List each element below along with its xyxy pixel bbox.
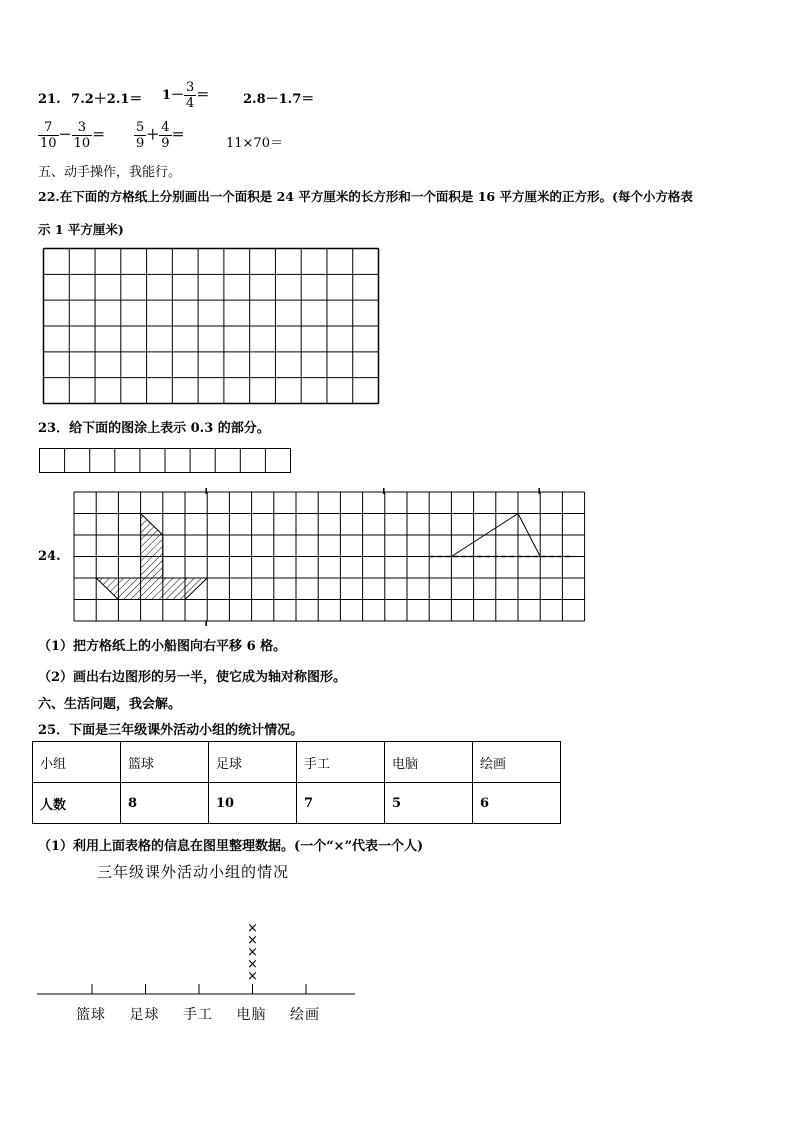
q21-expr-2-denominator: 4 <box>186 96 195 111</box>
q22-grid-paper[interactable] <box>43 248 379 404</box>
minus-sign: － <box>58 128 72 143</box>
denominator: 9 <box>136 136 145 151</box>
table-cell: 手工 <box>297 742 385 783</box>
plus-sign: ＋ <box>146 128 160 143</box>
q21-expr-1: 7.2＋2.1＝ <box>71 92 143 107</box>
q21-expr-2-numerator: 3 <box>186 80 195 95</box>
q24-grid-paper[interactable] <box>72 488 592 623</box>
q21-row1 <box>38 88 142 107</box>
chart-title: 三年级课外活动小组的情况 <box>97 863 290 881</box>
category-label: 手工 <box>183 1007 213 1023</box>
numerator: 5 <box>136 120 145 135</box>
q21-expr-5 <box>134 120 185 151</box>
tally-mark: × <box>247 933 258 948</box>
section-6-heading: 六、生活问题，我会解。 <box>38 697 182 712</box>
equals-sign: ＝ <box>92 128 106 143</box>
q21-expr-5-fraction-1 <box>134 120 146 151</box>
tally-mark: × <box>247 921 258 936</box>
q23-strip[interactable] <box>39 448 291 473</box>
q25-stat-table <box>32 741 561 824</box>
q25-text: 25．下面是三年级课外活动小组的统计情况。 <box>38 723 304 738</box>
table-cell: 7 <box>297 783 385 824</box>
table-cell: 电脑 <box>385 742 473 783</box>
category-label: 足球 <box>129 1007 160 1023</box>
q21-expr-2 <box>162 80 209 111</box>
denominator: 9 <box>161 136 170 151</box>
tally-mark: × <box>247 969 258 984</box>
q25-sub-1: （1）利用上面表格的信息在图里整理数据。(一个“×”代表一个人) <box>38 839 424 854</box>
table-cell: 篮球 <box>121 742 209 783</box>
q21-expr-3: 2.8－1.7＝ <box>243 92 315 107</box>
category-label: 篮球 <box>76 1007 106 1023</box>
section-5-heading: 五、动手操作，我能行。 <box>38 165 182 180</box>
table-cell: 足球 <box>209 742 297 783</box>
boat-hull-shape <box>96 578 207 600</box>
table-row-header <box>33 742 561 783</box>
category-label: 绘画 <box>290 1007 320 1023</box>
q21-expr-4 <box>38 120 105 151</box>
q21-label: 21. <box>38 92 61 107</box>
q21-expr-6: 11×70＝ <box>226 136 283 151</box>
q22-text-line-2: 示 1 平方厘米) <box>38 222 124 237</box>
q21-expr-2-whole: 1－ <box>162 88 185 103</box>
denominator: 10 <box>40 136 57 151</box>
numerator: 3 <box>72 120 93 136</box>
q21-expr-5-fraction-2 <box>159 120 171 151</box>
table-cell: 绘画 <box>473 742 561 783</box>
table-cell: 10 <box>209 783 297 824</box>
tally-mark: × <box>247 957 258 972</box>
boat-sail-shape <box>141 514 163 579</box>
equals-sign: ＝ <box>171 128 185 143</box>
tally-mark: × <box>247 945 258 960</box>
q22-text-line-1: 22.在下面的方格纸上分别画出一个面积是 24 平方厘米的长方形和一个面积是 16 平方厘米的正方形。(每个小方格表 <box>38 189 693 204</box>
q21-expr-2-equals: ＝ <box>196 88 210 103</box>
table-cell: 5 <box>385 783 473 824</box>
numerator: 4 <box>161 120 170 135</box>
table-cell: 6 <box>473 783 561 824</box>
q23-text: 23．给下面的图涂上表示 0.3 的部分。 <box>38 421 270 436</box>
q21-expr-2-fraction <box>184 80 196 111</box>
q21-expr-4-fraction-2 <box>72 120 93 151</box>
category-label: 电脑 <box>236 1007 267 1023</box>
tally-chart[interactable] <box>37 921 367 995</box>
table-cell: 人数 <box>33 783 121 824</box>
denominator: 10 <box>73 136 91 151</box>
numerator: 7 <box>38 120 59 136</box>
q24-label: 24. <box>38 549 61 564</box>
q24-sub-1: （1）把方格纸上的小船图向右平移 6 格。 <box>38 639 287 654</box>
table-cell: 小组 <box>33 742 121 783</box>
table-cell: 8 <box>121 783 209 824</box>
q21-expr-4-fraction-1 <box>38 120 59 151</box>
q24-sub-2: （2）画出右边图形的另一半，使它成为轴对称图形。 <box>38 670 347 685</box>
table-row-count <box>33 783 561 824</box>
